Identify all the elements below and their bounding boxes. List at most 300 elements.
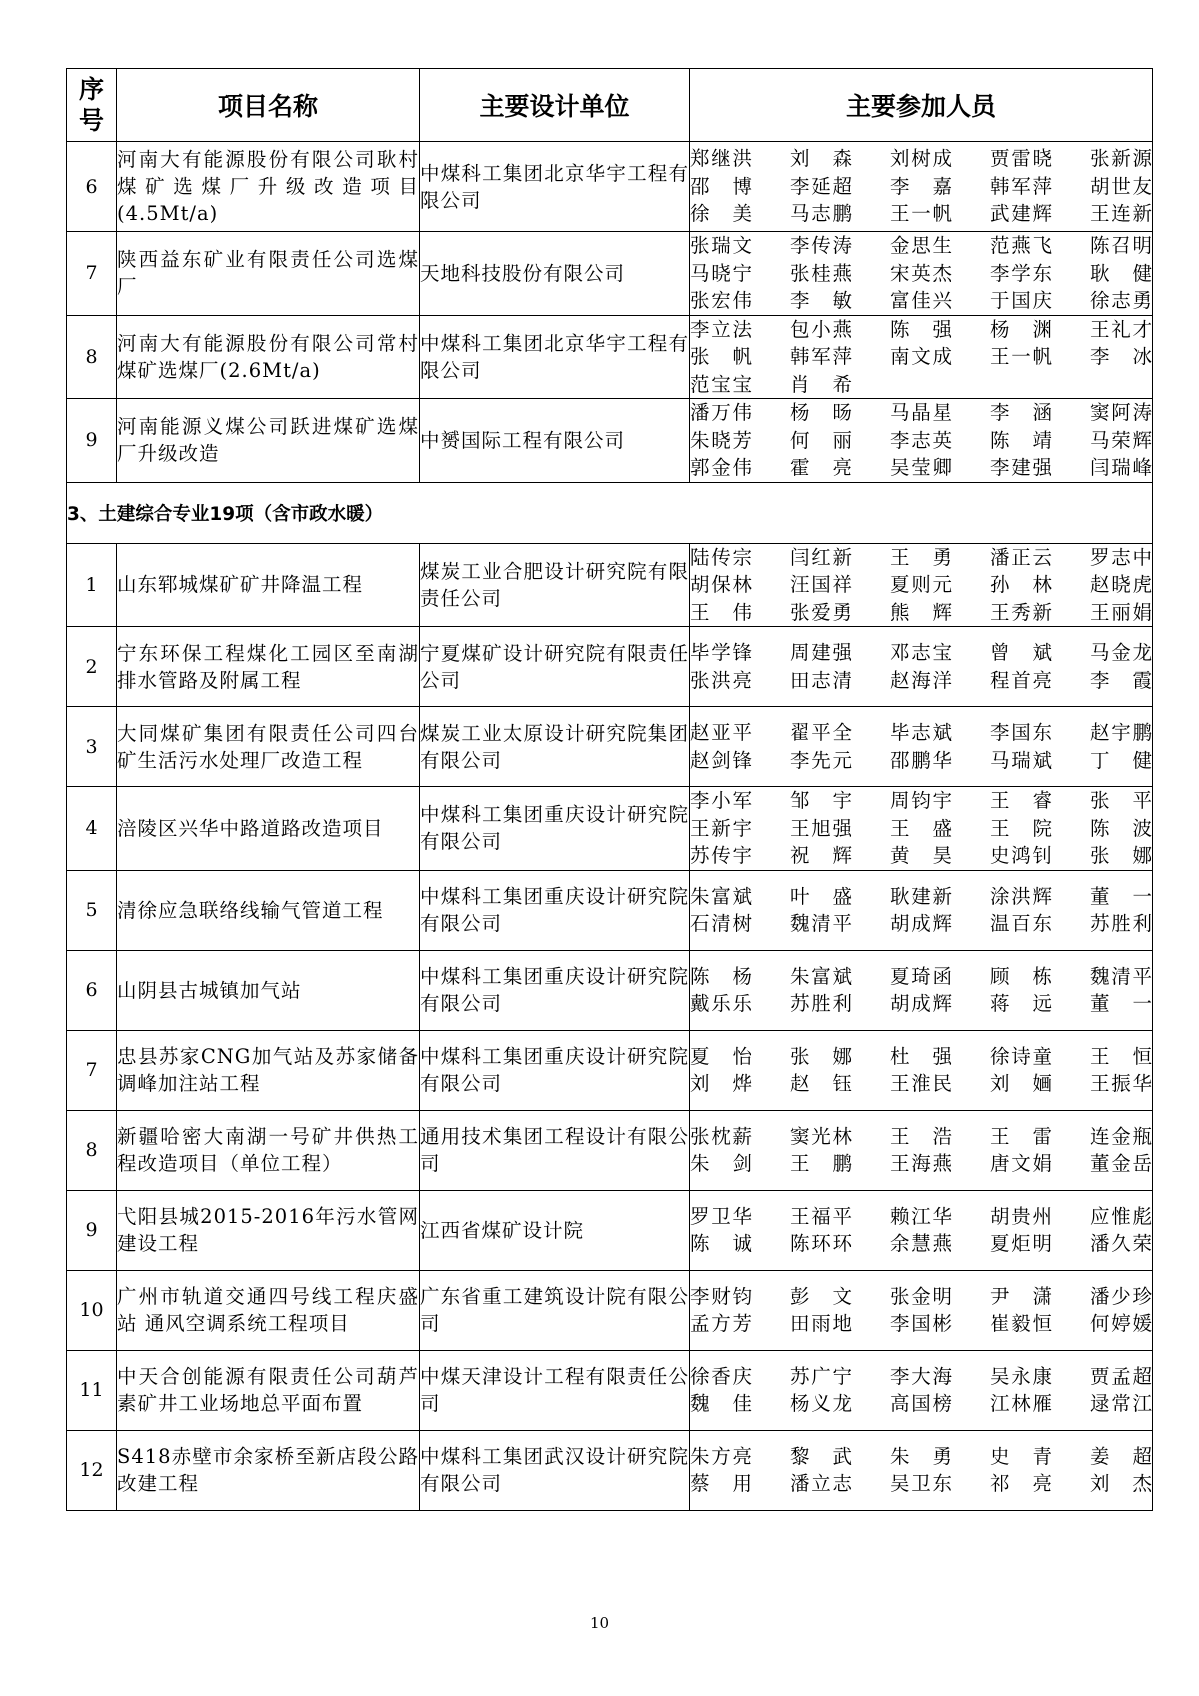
participant-line bbox=[690, 990, 1152, 1018]
participants bbox=[690, 1110, 1153, 1190]
participant-name: 于国庆 bbox=[990, 289, 1052, 312]
section-row bbox=[67, 482, 1153, 543]
participant-name: 徐诗童 bbox=[990, 1044, 1052, 1068]
participant-name: 朱晓芳 bbox=[690, 428, 752, 452]
participant-line bbox=[690, 815, 1152, 843]
participant-line bbox=[690, 427, 1152, 455]
participant-name: 闫红新 bbox=[790, 545, 852, 569]
design-unit: 宁夏煤矿设计研究院有限责任公司 bbox=[420, 627, 690, 707]
participant-name: 潘正云 bbox=[990, 545, 1052, 569]
participant-name: 王一帆 bbox=[890, 202, 952, 226]
participant-line bbox=[690, 571, 1152, 599]
header-unit: 主要设计单位 bbox=[420, 69, 690, 142]
participant-name: 南文成 bbox=[890, 345, 952, 368]
participant-name: 马晓宁 bbox=[690, 261, 752, 285]
row-number: 7 bbox=[67, 232, 117, 316]
participant-name: 李志英 bbox=[890, 428, 952, 452]
table-row bbox=[67, 142, 1153, 232]
participant-name: 应惟彪 bbox=[1090, 1204, 1152, 1228]
participant-name: 邓志宝 bbox=[890, 641, 952, 664]
row-number: 3 bbox=[67, 707, 117, 787]
participant-name: 陆传宗 bbox=[690, 545, 752, 569]
row-number: 10 bbox=[67, 1270, 117, 1350]
participant-line bbox=[690, 910, 1152, 938]
participant-name: 刘 婳 bbox=[990, 1072, 1052, 1095]
participant-name: 李 涵 bbox=[990, 401, 1052, 424]
participant-line bbox=[690, 599, 1152, 627]
participant-name: 张瑞文 bbox=[690, 234, 752, 257]
participant-name: 李财钧 bbox=[690, 1284, 752, 1308]
participant-name: 耿建新 bbox=[890, 884, 952, 908]
participant-line bbox=[690, 371, 1152, 399]
participant-name bbox=[890, 371, 952, 399]
participant-name: 孟方芳 bbox=[690, 1312, 752, 1335]
table-row bbox=[67, 232, 1153, 316]
participant-name: 张桂燕 bbox=[790, 261, 852, 285]
participant-name: 杨义龙 bbox=[790, 1392, 852, 1415]
participants bbox=[690, 142, 1153, 232]
participant-name: 王福平 bbox=[790, 1204, 852, 1228]
participant-name: 黎 武 bbox=[790, 1444, 852, 1468]
participant-name: 窦光林 bbox=[790, 1124, 852, 1148]
participant-name: 罗卫华 bbox=[690, 1204, 752, 1228]
participant-name: 董 一 bbox=[1090, 992, 1152, 1015]
project-name: 陕西益东矿业有限责任公司选煤厂 bbox=[117, 232, 420, 316]
participant-name: 夏则元 bbox=[890, 573, 952, 596]
row-number: 11 bbox=[67, 1350, 117, 1430]
participant-name: 张 娜 bbox=[1090, 844, 1152, 867]
participant-name: 陈 靖 bbox=[990, 428, 1052, 452]
participant-line bbox=[690, 1310, 1152, 1338]
participant-name: 孙 林 bbox=[990, 573, 1052, 596]
participant-name: 邵鹏华 bbox=[890, 748, 952, 772]
project-name: 新疆哈密大南湖一号矿井供热工程改造项目（单位工程） bbox=[117, 1110, 420, 1190]
participant-name: 王 院 bbox=[990, 816, 1052, 840]
participant-name: 潘少珍 bbox=[1090, 1284, 1152, 1308]
participant-name: 汪国祥 bbox=[790, 573, 852, 596]
participant-line bbox=[690, 1123, 1152, 1151]
participant-name: 史鸿钊 bbox=[990, 844, 1052, 867]
participant-name: 董 一 bbox=[1090, 884, 1152, 908]
participant-name: 李国东 bbox=[990, 721, 1052, 744]
row-number: 6 bbox=[67, 142, 117, 232]
participant-name: 王丽娟 bbox=[1090, 600, 1152, 624]
participant-name: 胡成辉 bbox=[890, 992, 952, 1015]
participant-line bbox=[690, 667, 1152, 695]
participant-name: 陈 杨 bbox=[690, 964, 752, 988]
table-row bbox=[67, 950, 1153, 1030]
participant-name: 陈召明 bbox=[1090, 234, 1152, 257]
participant-name: 王 睿 bbox=[990, 789, 1052, 812]
participant-name: 张金明 bbox=[890, 1284, 952, 1308]
project-name: S418赤壁市余家桥至新店段公路改建工程 bbox=[117, 1430, 420, 1510]
participant-name: 李立法 bbox=[690, 317, 752, 341]
participant-name: 胡贵州 bbox=[990, 1204, 1052, 1228]
design-unit: 江西省煤矿设计院 bbox=[420, 1190, 690, 1270]
participant-name: 赵海洋 bbox=[890, 668, 952, 692]
participant-name: 李 霞 bbox=[1090, 668, 1152, 692]
table-row bbox=[67, 1030, 1153, 1110]
design-unit: 中煤科工集团重庆设计研究院有限公司 bbox=[420, 950, 690, 1030]
table-row bbox=[67, 399, 1153, 483]
participant-name: 王一帆 bbox=[990, 345, 1052, 368]
participant-line bbox=[690, 787, 1152, 815]
section-row-group bbox=[67, 482, 1153, 543]
participant-name: 马晶星 bbox=[890, 401, 952, 424]
project-name: 宁东环保工程煤化工园区至南湖排水管路及附属工程 bbox=[117, 627, 420, 707]
participant-name: 王旭强 bbox=[790, 816, 852, 840]
participant-name: 王连新 bbox=[1090, 202, 1152, 226]
participant-name: 刘 森 bbox=[790, 147, 852, 171]
design-unit: 中赟国际工程有限公司 bbox=[420, 399, 690, 483]
participant-line bbox=[690, 842, 1152, 870]
participant-name: 李学东 bbox=[990, 261, 1052, 285]
participant-name: 夏炬明 bbox=[990, 1232, 1052, 1255]
participants bbox=[690, 1350, 1153, 1430]
participant-name: 苏胜利 bbox=[1090, 912, 1152, 935]
participant-name: 马荣辉 bbox=[1090, 428, 1152, 452]
participant-line bbox=[690, 173, 1152, 201]
participant-line bbox=[690, 1150, 1152, 1178]
table-row bbox=[67, 1110, 1153, 1190]
participant-name: 王 恒 bbox=[1090, 1044, 1152, 1068]
participant-line bbox=[690, 1363, 1152, 1391]
participant-name: 唐文娟 bbox=[990, 1152, 1052, 1175]
participant-name: 高国榜 bbox=[890, 1392, 952, 1415]
table-row bbox=[67, 627, 1153, 707]
participant-name: 张 帆 bbox=[690, 345, 752, 368]
table-row bbox=[67, 1270, 1153, 1350]
participant-name: 余慧燕 bbox=[890, 1232, 952, 1255]
participant-name: 尹 潇 bbox=[990, 1284, 1052, 1308]
row-number: 1 bbox=[67, 543, 117, 627]
participant-name: 李 敏 bbox=[790, 289, 852, 312]
design-unit: 中煤科工集团重庆设计研究院有限公司 bbox=[420, 1030, 690, 1110]
participant-name: 耿 健 bbox=[1090, 261, 1152, 285]
participant-name: 吴莹卿 bbox=[890, 456, 952, 479]
row-number: 6 bbox=[67, 950, 117, 1030]
participant-name: 熊 辉 bbox=[890, 600, 952, 624]
participants bbox=[690, 627, 1153, 707]
participant-name: 曾 斌 bbox=[990, 641, 1052, 664]
participant-name: 王淮民 bbox=[890, 1072, 952, 1095]
participant-line bbox=[690, 454, 1152, 482]
participant-name: 张爱勇 bbox=[790, 600, 852, 624]
participant-name: 毕志斌 bbox=[890, 721, 952, 744]
participant-name: 李国彬 bbox=[890, 1312, 952, 1335]
row-number: 8 bbox=[67, 315, 117, 399]
table-row bbox=[67, 543, 1153, 627]
design-unit: 中煤科工集团重庆设计研究院有限公司 bbox=[420, 787, 690, 871]
participant-name: 王海燕 bbox=[890, 1152, 952, 1175]
header-name: 项目名称 bbox=[117, 69, 420, 142]
participant-name: 黄 昊 bbox=[890, 844, 952, 867]
table-row bbox=[67, 707, 1153, 787]
participant-name: 吴永康 bbox=[990, 1364, 1052, 1388]
participant-line bbox=[690, 1470, 1152, 1498]
participant-line bbox=[690, 963, 1152, 991]
participant-name: 罗志中 bbox=[1090, 545, 1152, 569]
table-body-part-a bbox=[67, 142, 1153, 483]
participants bbox=[690, 232, 1153, 316]
participant-name: 邹 宇 bbox=[790, 789, 852, 812]
participant-name: 王 鹏 bbox=[790, 1152, 852, 1175]
project-name: 忠县苏家CNG加气站及苏家储备调峰加注站工程 bbox=[117, 1030, 420, 1110]
design-unit: 广东省重工建筑设计院有限公司 bbox=[420, 1270, 690, 1350]
participant-name: 刘树成 bbox=[890, 147, 952, 171]
table-row bbox=[67, 787, 1153, 871]
participant-line bbox=[690, 544, 1152, 572]
participant-name: 江林雁 bbox=[990, 1392, 1052, 1415]
participant-name bbox=[990, 371, 1052, 399]
participant-name: 贾雷晓 bbox=[990, 147, 1052, 171]
participant-line bbox=[690, 883, 1152, 911]
participant-line bbox=[690, 260, 1152, 288]
participant-name: 陈 诚 bbox=[690, 1232, 752, 1255]
participant-name: 王 勇 bbox=[890, 545, 952, 569]
participant-name: 戴乐乐 bbox=[690, 992, 752, 1015]
project-name: 山阴县古城镇加气站 bbox=[117, 950, 420, 1030]
participant-name: 彭 文 bbox=[790, 1284, 852, 1308]
participants bbox=[690, 1430, 1153, 1510]
participant-name: 马金龙 bbox=[1090, 641, 1152, 664]
participant-name: 吴卫东 bbox=[890, 1472, 952, 1495]
participant-name: 陈环环 bbox=[790, 1232, 852, 1255]
participant-name: 何婷媛 bbox=[1090, 1312, 1152, 1335]
project-name: 大同煤矿集团有限责任公司四台矿生活污水处理厂改造工程 bbox=[117, 707, 420, 787]
participant-line bbox=[690, 747, 1152, 775]
participant-name: 刘 杰 bbox=[1090, 1472, 1152, 1495]
participant-name: 周钧宇 bbox=[890, 789, 952, 812]
participant-name: 连金瓶 bbox=[1090, 1124, 1152, 1148]
row-number: 9 bbox=[67, 399, 117, 483]
design-unit: 中煤科工集团北京华宇工程有限公司 bbox=[420, 315, 690, 399]
participant-line bbox=[690, 316, 1152, 344]
participant-line bbox=[690, 200, 1152, 228]
participant-name: 闫瑞峰 bbox=[1090, 456, 1152, 479]
participant-name: 王秀新 bbox=[990, 600, 1052, 624]
participant-name: 王 伟 bbox=[690, 600, 752, 624]
participant-name: 杨 旸 bbox=[790, 401, 852, 424]
participant-line bbox=[690, 145, 1152, 173]
project-name: 河南能源义煤公司跃进煤矿选煤厂升级改造 bbox=[117, 399, 420, 483]
table-body-part-b bbox=[67, 543, 1153, 1510]
participant-name: 徐 美 bbox=[690, 202, 752, 226]
participant-name: 李传涛 bbox=[790, 234, 852, 257]
participant-name: 朱方亮 bbox=[690, 1444, 752, 1468]
design-unit: 中煤天津设计工程有限责任公司 bbox=[420, 1350, 690, 1430]
participant-name: 祝 辉 bbox=[790, 844, 852, 867]
participant-name: 陈 波 bbox=[1090, 816, 1152, 840]
participant-name: 苏广宁 bbox=[790, 1364, 852, 1388]
row-number: 12 bbox=[67, 1430, 117, 1510]
participant-name: 王振华 bbox=[1090, 1072, 1152, 1095]
participants bbox=[690, 1190, 1153, 1270]
participant-line bbox=[690, 232, 1152, 260]
participant-line bbox=[690, 399, 1152, 427]
table-header-row bbox=[67, 69, 1153, 142]
participant-name: 胡成辉 bbox=[890, 912, 952, 935]
participant-name: 邵 博 bbox=[690, 174, 752, 198]
header-seq: 序号 bbox=[67, 69, 117, 142]
design-unit: 煤炭工业太原设计研究院集团有限公司 bbox=[420, 707, 690, 787]
participant-name: 周建强 bbox=[790, 641, 852, 664]
table-row bbox=[67, 1350, 1153, 1430]
row-number: 8 bbox=[67, 1110, 117, 1190]
participant-name: 胡保林 bbox=[690, 573, 752, 596]
participant-name: 魏 佳 bbox=[690, 1392, 752, 1415]
participant-name: 毕学锋 bbox=[690, 641, 752, 664]
project-name: 清徐应急联络线输气管道工程 bbox=[117, 870, 420, 950]
participants bbox=[690, 950, 1153, 1030]
participant-line bbox=[690, 1443, 1152, 1471]
participants bbox=[690, 399, 1153, 483]
participant-line bbox=[690, 287, 1152, 315]
participant-name: 陈 强 bbox=[890, 317, 952, 341]
participant-name: 朱富斌 bbox=[790, 964, 852, 988]
participant-name: 蔡 用 bbox=[690, 1472, 752, 1495]
participant-name: 张新源 bbox=[1090, 147, 1152, 171]
participant-name: 郭金伟 bbox=[690, 456, 752, 479]
participant-name: 叶 盛 bbox=[790, 884, 852, 908]
participant-name: 王 雷 bbox=[990, 1124, 1052, 1148]
participant-name: 魏清平 bbox=[790, 912, 852, 935]
row-number: 9 bbox=[67, 1190, 117, 1270]
project-name: 河南大有能源股份有限公司常村煤矿选煤厂(2.6Mt/a) bbox=[117, 315, 420, 399]
participant-name: 韩军萍 bbox=[790, 345, 852, 368]
participant-name: 苏胜利 bbox=[790, 992, 852, 1015]
participant-name: 张枕薪 bbox=[690, 1124, 752, 1148]
participant-line bbox=[690, 1203, 1152, 1231]
participant-name: 赵剑锋 bbox=[690, 748, 752, 772]
participant-name: 潘立志 bbox=[790, 1472, 852, 1495]
row-number: 2 bbox=[67, 627, 117, 707]
participant-name: 程首亮 bbox=[990, 668, 1052, 692]
design-unit: 煤炭工业合肥设计研究院有限责任公司 bbox=[420, 543, 690, 627]
design-unit: 天地科技股份有限公司 bbox=[420, 232, 690, 316]
participant-name: 窦阿涛 bbox=[1090, 401, 1152, 424]
participant-name: 翟平全 bbox=[790, 721, 852, 744]
participant-name: 马志鹏 bbox=[790, 202, 852, 226]
participants bbox=[690, 787, 1153, 871]
table-row bbox=[67, 1430, 1153, 1510]
project-table bbox=[66, 68, 1153, 1511]
participant-name: 李建强 bbox=[990, 456, 1052, 479]
participant-name: 王礼才 bbox=[1090, 317, 1152, 341]
participant-name: 郑继洪 bbox=[690, 147, 752, 171]
participant-name: 赖江华 bbox=[890, 1204, 952, 1228]
participant-name: 夏 怡 bbox=[690, 1044, 752, 1068]
participants bbox=[690, 1270, 1153, 1350]
project-name: 山东郓城煤矿矿井降温工程 bbox=[117, 543, 420, 627]
participant-name: 赵宇鹏 bbox=[1090, 721, 1152, 744]
participant-name: 宋英杰 bbox=[890, 261, 952, 285]
participant-name: 涂洪辉 bbox=[990, 884, 1052, 908]
participant-name: 赵亚平 bbox=[690, 721, 752, 744]
participant-name: 蒋 远 bbox=[990, 992, 1052, 1015]
participant-name: 肖 希 bbox=[790, 372, 852, 396]
participant-name: 董金岳 bbox=[1090, 1152, 1152, 1175]
participant-name: 魏清平 bbox=[1090, 964, 1152, 988]
project-name: 河南大有能源股份有限公司耿村煤矿选煤厂升级改造项目(4.5Mt/a) bbox=[117, 142, 420, 232]
project-name: 弋阳县城2015-2016年污水管网建设工程 bbox=[117, 1190, 420, 1270]
participant-name: 朱富斌 bbox=[690, 884, 752, 908]
participant-name: 田雨地 bbox=[790, 1312, 852, 1335]
participant-name: 杨 渊 bbox=[990, 317, 1052, 341]
participant-line bbox=[690, 639, 1152, 667]
design-unit: 中煤科工集团北京华宇工程有限公司 bbox=[420, 142, 690, 232]
participant-name: 徐志勇 bbox=[1090, 289, 1152, 312]
participant-name: 崔毅恒 bbox=[990, 1312, 1052, 1335]
participant-line bbox=[690, 1230, 1152, 1258]
participant-name: 苏传宇 bbox=[690, 844, 752, 867]
participant-name: 杜 强 bbox=[890, 1044, 952, 1068]
participant-line bbox=[690, 719, 1152, 747]
participant-name: 姜 超 bbox=[1090, 1444, 1152, 1468]
participant-line bbox=[690, 343, 1152, 371]
participant-name: 王 盛 bbox=[890, 816, 952, 840]
participant-name: 逯常江 bbox=[1090, 1392, 1152, 1415]
participant-name: 王新宇 bbox=[690, 816, 752, 840]
table-row bbox=[67, 870, 1153, 950]
header-people: 主要参加人员 bbox=[690, 69, 1153, 142]
participant-name: 潘久荣 bbox=[1090, 1232, 1152, 1255]
participant-line bbox=[690, 1070, 1152, 1098]
design-unit: 中煤科工集团武汉设计研究院有限公司 bbox=[420, 1430, 690, 1510]
participant-name: 王 浩 bbox=[890, 1124, 952, 1148]
participant-name: 张洪亮 bbox=[690, 668, 752, 692]
participants bbox=[690, 315, 1153, 399]
participant-line bbox=[690, 1390, 1152, 1418]
participant-name: 范宝宝 bbox=[690, 372, 752, 396]
participant-name: 祁 亮 bbox=[990, 1472, 1052, 1495]
participant-name: 张 娜 bbox=[790, 1044, 852, 1068]
participant-name: 张 平 bbox=[1090, 789, 1152, 812]
participant-name: 何 丽 bbox=[790, 428, 852, 452]
row-number: 4 bbox=[67, 787, 117, 871]
participants bbox=[690, 707, 1153, 787]
participant-name: 刘 烨 bbox=[690, 1072, 752, 1095]
participant-name: 田志清 bbox=[790, 668, 852, 692]
participants bbox=[690, 1030, 1153, 1110]
participant-name: 温百东 bbox=[990, 912, 1052, 935]
participants bbox=[690, 543, 1153, 627]
participant-name: 胡世友 bbox=[1090, 174, 1152, 198]
participant-name: 富佳兴 bbox=[890, 289, 952, 312]
page-number: 10 bbox=[589, 1614, 610, 1632]
participant-name: 李先元 bbox=[790, 748, 852, 772]
participant-name: 韩军萍 bbox=[990, 174, 1052, 198]
participant-name: 范燕飞 bbox=[990, 234, 1052, 257]
participant-name: 包小燕 bbox=[790, 317, 852, 341]
participant-name: 李 冰 bbox=[1090, 345, 1152, 368]
participant-name: 朱 剑 bbox=[690, 1152, 752, 1175]
participant-name: 丁 健 bbox=[1090, 748, 1152, 772]
participant-line bbox=[690, 1043, 1152, 1071]
participant-name: 金思生 bbox=[890, 234, 952, 257]
project-name: 中天合创能源有限责任公司葫芦素矿井工业场地总平面布置 bbox=[117, 1350, 420, 1430]
participant-name: 史 青 bbox=[990, 1444, 1052, 1468]
participant-name: 贾孟超 bbox=[1090, 1364, 1152, 1388]
participant-name: 李小军 bbox=[690, 789, 752, 812]
participant-name: 马瑞斌 bbox=[990, 748, 1052, 772]
row-number: 7 bbox=[67, 1030, 117, 1110]
participant-name: 霍 亮 bbox=[790, 456, 852, 479]
participant-name: 赵晓虎 bbox=[1090, 573, 1152, 596]
participant-name: 赵 钰 bbox=[790, 1072, 852, 1095]
participant-name: 朱 勇 bbox=[890, 1444, 952, 1468]
participant-name: 武建辉 bbox=[990, 202, 1052, 226]
